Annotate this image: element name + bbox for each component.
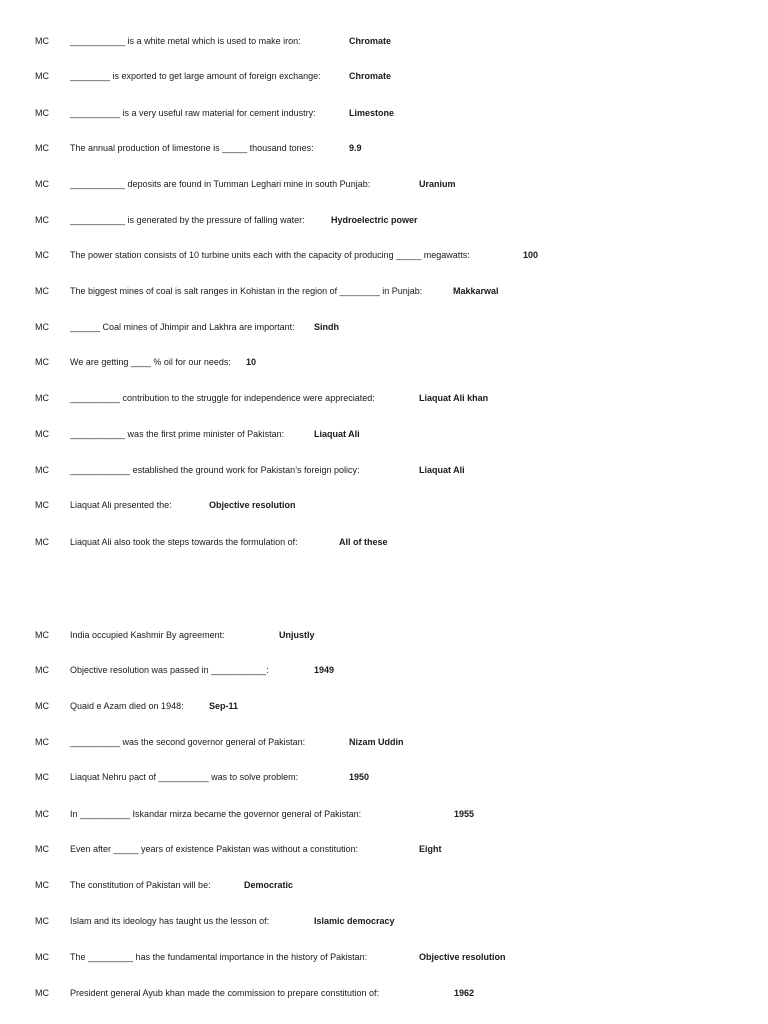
question-text: The power station consists of 10 turbine units each with the capacity of producing _____ megawatts: xyxy=(70,250,470,260)
answer-text: Nizam Uddin xyxy=(349,737,404,747)
question-row xyxy=(0,914,768,928)
answer-text: All of these xyxy=(339,537,388,547)
answer-text: Unjustly xyxy=(279,630,315,640)
answer-text: Liaquat Ali xyxy=(419,465,465,475)
question-row xyxy=(0,391,768,405)
question-type: MC xyxy=(35,215,49,225)
question-type: MC xyxy=(35,429,49,439)
question-row xyxy=(0,878,768,892)
answer-text: Sep-11 xyxy=(209,701,239,711)
answer-text: Sindh xyxy=(314,322,339,332)
question-type: MC xyxy=(35,500,49,510)
answer-text: 9.9 xyxy=(349,143,362,153)
question-type: MC xyxy=(35,952,49,962)
answer-text: 1949 xyxy=(314,665,335,675)
question-text: Liaquat Ali also took the steps towards the formulation of: xyxy=(70,537,298,547)
question-type: MC xyxy=(35,465,49,475)
answer-text: Uranium xyxy=(419,179,456,189)
question-row xyxy=(0,663,768,677)
question-text: ______ Coal mines of Jhimpir and Lakhra are important: xyxy=(70,322,295,332)
question-row xyxy=(0,106,768,120)
question-row xyxy=(0,498,768,512)
answer-text: Islamic democracy xyxy=(314,916,395,926)
question-row xyxy=(0,248,768,262)
answer-text: 1955 xyxy=(454,809,475,819)
question-text: ___________ is a white metal which is used to make iron: xyxy=(70,36,301,46)
answer-text: 10 xyxy=(246,357,257,367)
question-row xyxy=(0,735,768,749)
question-text: Quaid e Azam died on 1948: xyxy=(70,701,184,711)
question-row xyxy=(0,284,768,298)
question-type: MC xyxy=(35,537,49,547)
question-text: ___________ was the first prime minister of Pakistan: xyxy=(70,429,285,439)
answer-text: Democratic xyxy=(244,880,294,890)
question-row xyxy=(0,699,768,713)
question-row xyxy=(0,463,768,477)
question-row xyxy=(0,842,768,856)
answer-text: 1950 xyxy=(349,772,370,782)
answer-text: Objective resolution xyxy=(419,952,506,962)
answer-text: Chromate xyxy=(349,36,392,46)
question-type: MC xyxy=(35,916,49,926)
question-text: Liaquat Nehru pact of __________ was to solve problem: xyxy=(70,772,299,782)
question-row xyxy=(0,950,768,964)
question-text: The constitution of Pakistan will be: xyxy=(70,880,211,890)
answer-text: 100 xyxy=(523,250,539,260)
question-type: MC xyxy=(35,665,49,675)
answer-text: Objective resolution xyxy=(209,500,296,510)
answer-text: Makkarwal xyxy=(453,286,499,296)
question-text: Even after _____ years of existence Pakistan was without a constitution: xyxy=(70,844,359,854)
question-type: MC xyxy=(35,108,49,118)
question-row xyxy=(0,535,768,549)
question-type: MC xyxy=(35,630,49,640)
question-type: MC xyxy=(35,286,49,296)
question-text: Islam and its ideology has taught us the lesson of: xyxy=(70,916,270,926)
question-text: __________ is a very useful raw material for cement industry: xyxy=(70,108,316,118)
question-type: MC xyxy=(35,357,49,367)
question-type: MC xyxy=(35,809,49,819)
question-row xyxy=(0,986,768,1000)
question-row xyxy=(0,355,768,369)
question-type: MC xyxy=(35,143,49,153)
question-row xyxy=(0,213,768,227)
question-text: Liaquat Ali presented the: xyxy=(70,500,172,510)
answer-text: Limestone xyxy=(349,108,395,118)
question-row xyxy=(0,34,768,48)
question-text: The _________ has the fundamental importance in the history of Pakistan: xyxy=(70,952,368,962)
question-text: President general Ayub khan made the commission to prepare constitution of: xyxy=(70,988,380,998)
question-text: __________ was the second governor general of Pakistan: xyxy=(70,737,306,747)
question-type: MC xyxy=(35,772,49,782)
question-text: ___________ is generated by the pressure of falling water: xyxy=(70,215,305,225)
question-type: MC xyxy=(35,36,49,46)
question-type: MC xyxy=(35,250,49,260)
question-row xyxy=(0,427,768,441)
question-type: MC xyxy=(35,988,49,998)
answer-text: Hydroelectric power xyxy=(331,215,418,225)
question-text: Objective resolution was passed in ___________: xyxy=(70,665,269,675)
question-text: __________ contribution to the struggle for independence were appreciated: xyxy=(70,393,375,403)
question-text: ___________ deposits are found in Tumman Leghari mine in south Punjab: xyxy=(70,179,371,189)
question-type: MC xyxy=(35,844,49,854)
question-text: ____________ established the ground work for Pakistan’s foreign policy: xyxy=(70,465,360,475)
question-type: MC xyxy=(35,322,49,332)
answer-text: 1962 xyxy=(454,988,475,998)
answer-text: Liaquat Ali khan xyxy=(419,393,489,403)
question-text: India occupied Kashmir By agreement: xyxy=(70,630,225,640)
question-text: In __________ Iskandar mirza became the governor general of Pakistan: xyxy=(70,809,362,819)
question-text: ________ is exported to get large amount of foreign exchange: xyxy=(70,71,321,81)
question-type: MC xyxy=(35,737,49,747)
question-type: MC xyxy=(35,71,49,81)
question-row xyxy=(0,141,768,155)
question-text: The biggest mines of coal is salt ranges in Kohistan in the region of ________ in Punjab: xyxy=(70,286,423,296)
question-row xyxy=(0,628,768,642)
answer-text: Eight xyxy=(419,844,442,854)
question-type: MC xyxy=(35,701,49,711)
question-type: MC xyxy=(35,179,49,189)
question-row xyxy=(0,807,768,821)
answer-text: Liaquat Ali xyxy=(314,429,360,439)
question-type: MC xyxy=(35,880,49,890)
question-row xyxy=(0,770,768,784)
question-text: We are getting ____ % oil for our needs: xyxy=(70,357,231,367)
question-type: MC xyxy=(35,393,49,403)
answer-text: Chromate xyxy=(349,71,392,81)
question-text: The annual production of limestone is _____ thousand tones: xyxy=(70,143,314,153)
question-row xyxy=(0,177,768,191)
question-row xyxy=(0,69,768,83)
question-row xyxy=(0,320,768,334)
